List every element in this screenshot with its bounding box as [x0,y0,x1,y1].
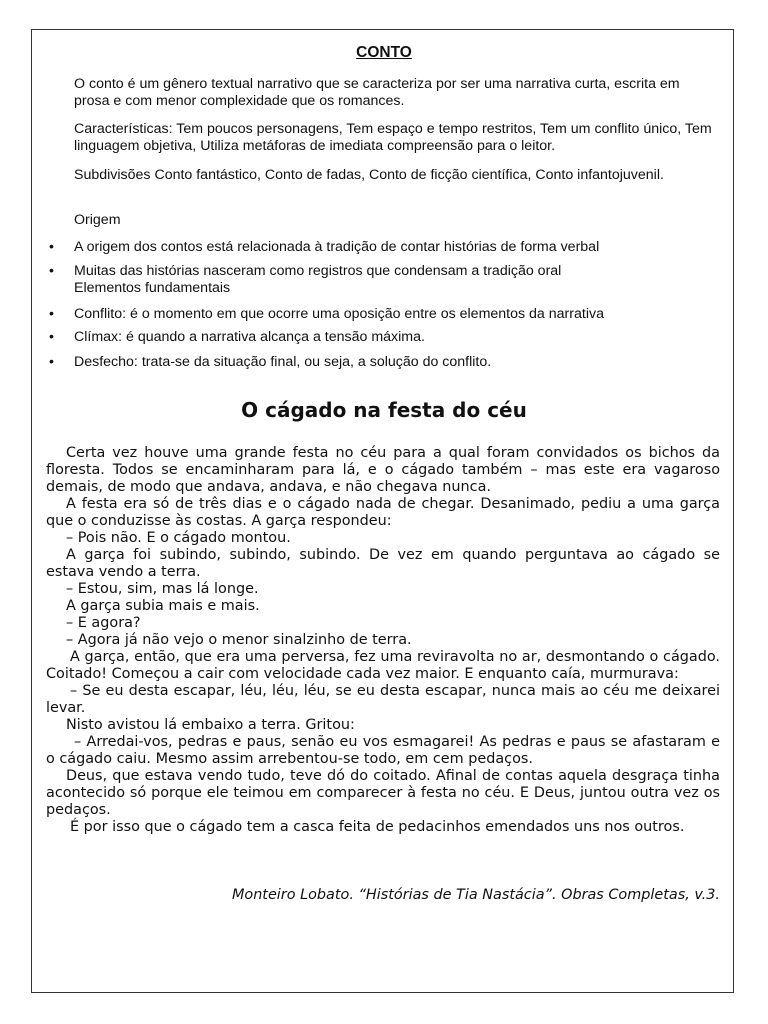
characteristics-paragraph: Características: Tem poucos personagens, Tem espaço e tempo restritos, Tem um conflito único, Tem linguagem objetiva, Utiliza metáforas de imediata compreensão para o leitor. [74,121,712,154]
bullet-item [49,354,714,371]
definition-paragraph: O conto é um gênero textual narrativo que se caracteriza por ser uma narrativa curta, escrita em prosa e com menor complexidade que os romances. [74,76,680,109]
bullet-item [49,239,714,256]
bullet-text: Desfecho: trata-se da situação final, ou seja, a solução do conflito. [74,354,492,370]
story-paragraph: A garça subia mais e mais. [66,598,260,614]
bullet-icon: • [49,354,54,370]
story-paragraph: A garça foi subindo, subindo, subindo. De vez em quando perguntava ao cágado se estava vendo a terra. [46,547,720,580]
bullet-icon: • [49,329,54,345]
bullet-icon: • [49,263,54,279]
section-title: CONTO [356,44,412,61]
story-paragraph: – Pois não. E o cágado montou. [66,530,291,546]
bullet-text: Conflito: é o momento em que ocorre uma oposição entre os elementos da narrativa [74,306,604,322]
bullet-text: A origem dos contos está relacionada à tradição de contar histórias de forma verbal [74,239,600,255]
bullet-item [49,306,714,323]
story-paragraph: – Se eu desta escapar, léu, léu, léu, se eu desta escapar, nunca mais ao céu me deixarei levar. [46,683,720,716]
bullet-item [49,329,714,346]
attribution: Monteiro Lobato. “Histórias de Tia Nastácia”. Obras Completas, v.3. [231,887,720,903]
subdivisions-paragraph: Subdivisões Conto fantástico, Conto de fadas, Conto de ficção científica, Conto infantojuvenil. [74,167,664,183]
origin-label: Origem [74,212,121,228]
story-title: O cágado na festa do céu [241,398,527,422]
story-paragraph: A garça, então, que era uma perversa, fez uma reviravolta no ar, desmontando o cágado. Coitado! Começou a cair com velocidade cada vez maior. E enquanto caía, murmurava: [46,649,720,682]
bullet-icon: • [49,239,54,255]
story-paragraph: Nisto avistou lá embaixo a terra. Gritou: [66,717,355,733]
bullet-subtext: Elementos fundamentais [74,280,231,296]
bullet-item [49,263,714,297]
bullet-text: Muitas das histórias nasceram como registros que condensam a tradição oral [74,263,562,279]
story-body [46,445,720,836]
story-paragraph: – Agora já não vejo o menor sinalzinho de terra. [66,632,412,648]
story-paragraph: Deus, que estava vendo tudo, teve dó do coitado. Afinal de contas aquela desgraça tinha acontecido só porque ele teimou em comparecer à festa no céu. E Deus, juntou outra vez os pedaços. [46,768,720,818]
story-paragraph: – E agora? [66,615,141,631]
story-paragraph: A festa era só de três dias e o cágado nada de chegar. Desanimado, pediu a uma garça que o conduzisse às costas. A garça respondeu: [46,496,720,529]
bullet-icon: • [49,306,54,322]
story-paragraph: – Arredai-vos, pedras e paus, senão eu vos esmagarei! As pedras e paus se afastaram e o cágado caiu. Mesmo assim arrebentou-se todo, em cem pedaços. [46,734,720,767]
story-paragraph: – Estou, sim, mas lá longe. [66,581,259,597]
story-paragraph: É por isso que o cágado tem a casca feita de pedacinhos emendados uns nos outros. [70,819,685,835]
bullet-text: Clímax: é quando a narrativa alcança a tensão máxima. [74,329,425,345]
story-paragraph: Certa vez houve uma grande festa no céu para a qual foram convidados os bichos da floresta. Todos se encaminharam para lá, e o cágado também – mas este era vagaroso demais, de modo que andava, andava, e não chegava nunca. [46,445,720,495]
